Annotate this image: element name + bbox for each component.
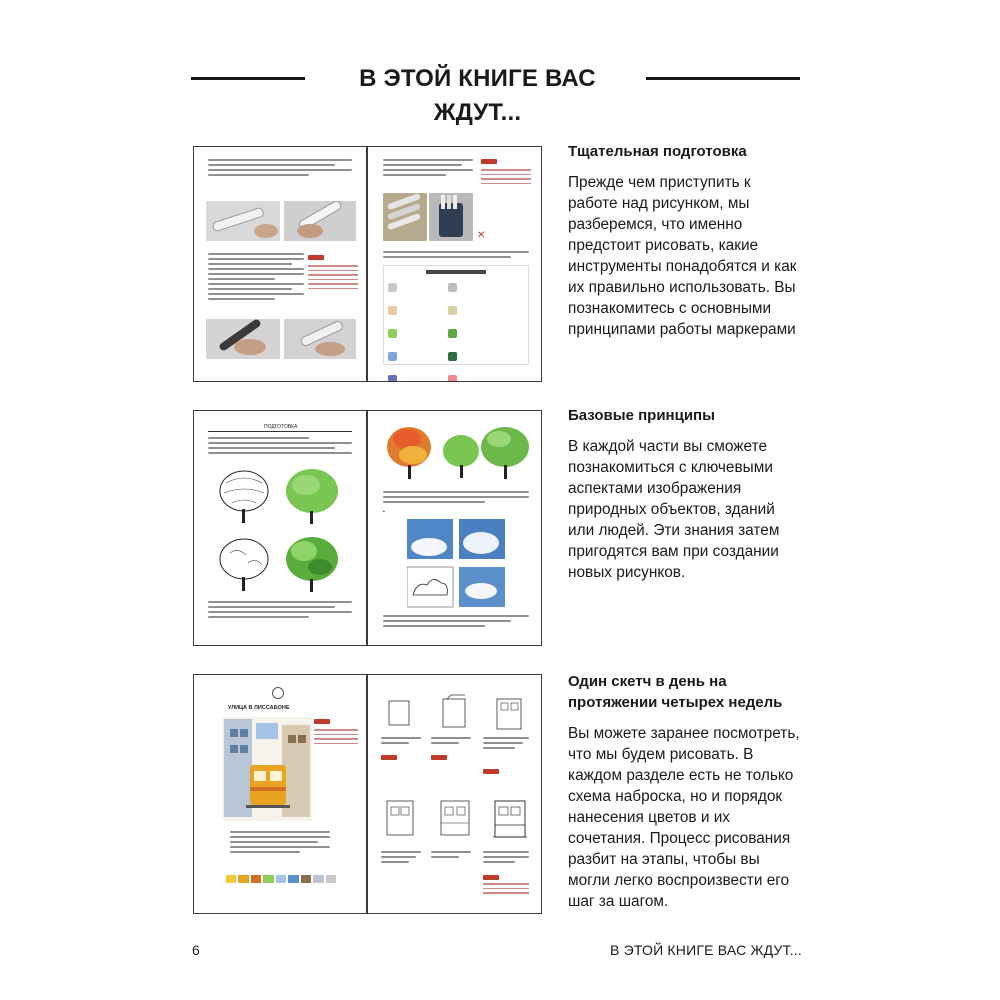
tree-illustrations	[379, 423, 535, 483]
spread-1-right-page	[369, 147, 541, 381]
paragraph-lines	[208, 159, 352, 179]
note-tag	[381, 755, 397, 760]
section-body: Прежде чем приступить к работе над рисунком, мы разберемся, что именно предстоит рисовать, какие инструменты понадобятся и как их правильно использовать. Вы познакомитесь с основными принципами работы маркерами	[568, 174, 797, 338]
step-text	[431, 737, 471, 747]
paragraph-lines	[230, 831, 330, 856]
spread-3-right-page	[369, 675, 541, 913]
spread-gutter	[366, 411, 368, 645]
divider	[208, 431, 352, 432]
running-title: В ЭТОЙ КНИГЕ ВАС ЖДУТ...	[609, 942, 802, 958]
page-number: 6	[192, 942, 200, 958]
subsection-label: ▪	[383, 509, 385, 515]
section-body: В каждой части вы сможете познакомиться с ключевыми аспектами изображения природных объектов, зданий или людей. Эти знания затем пригодятся вам при создании новых рисунков.	[568, 438, 780, 581]
step-text	[483, 851, 529, 866]
section-heading: Тщательная подготовка	[568, 143, 747, 160]
paragraph-lines	[208, 437, 352, 457]
spread-2-right-page	[369, 411, 541, 645]
spread-gutter	[366, 675, 368, 913]
paragraph-lines	[383, 491, 529, 506]
header-rule-left	[191, 77, 305, 80]
color-swatch-row	[226, 875, 336, 883]
chapter-title: УЛИЦА В ЛИССАБОНЕ	[228, 705, 290, 711]
cloud-drawing-steps	[407, 519, 507, 609]
paragraph-lines	[383, 159, 473, 179]
section-heading: Один скетч в день на протяжении четырех недель	[568, 673, 783, 711]
section-body: Вы можете заранее посмотреть, что мы будем рисовать. В каждом разделе есть не только схема наброска, но и порядок нанесения цветов и их сочетания. Процесс рисования разбит на этапы, чтобы вы могли легко воспроизвести его шаг за шагом.	[568, 725, 800, 910]
note-tag	[308, 255, 324, 260]
step-text	[431, 851, 471, 861]
page-header	[191, 62, 800, 126]
step-text	[381, 851, 421, 866]
step-text	[381, 737, 421, 747]
color-palette-table	[383, 265, 529, 365]
spread-3-left-page	[194, 675, 366, 913]
marker-photo	[284, 319, 356, 359]
marker-photo	[284, 201, 356, 241]
spread-1-left-page	[194, 147, 366, 381]
note-lines	[483, 883, 529, 897]
spread-2-left-page	[194, 411, 366, 645]
paragraph-lines	[383, 251, 529, 261]
header-rule-right	[646, 77, 800, 80]
paragraph-lines	[208, 253, 304, 303]
note-tag	[483, 769, 499, 774]
spread-preparation	[193, 146, 542, 382]
note-lines	[481, 169, 531, 187]
spread-daily-sketch	[193, 674, 542, 914]
paragraph-lines	[208, 601, 352, 621]
note-tag	[431, 755, 447, 760]
section-basics	[568, 405, 803, 583]
note-lines	[314, 729, 358, 747]
cross-icon: ✕	[477, 230, 486, 241]
note-lines	[308, 265, 358, 292]
section-heading: Базовые принципы	[568, 407, 715, 424]
marker-photo	[206, 201, 280, 241]
tree-drawing-steps	[208, 463, 352, 593]
lisbon-tram-illustration	[222, 717, 312, 821]
page-title: В ЭТОЙ КНИГЕ ВАС ЖДУТ...	[359, 65, 596, 126]
note-tag	[483, 875, 499, 880]
step-text	[483, 737, 529, 752]
note-tag	[314, 719, 330, 724]
day-badge	[272, 687, 284, 699]
spread-gutter	[366, 147, 368, 381]
tram-sketch-steps	[381, 795, 531, 847]
marker-photo	[206, 319, 280, 359]
note-tag	[481, 159, 497, 164]
section-preparation	[568, 141, 803, 340]
section-daily-sketch	[568, 671, 803, 912]
markers-in-cup-photo	[383, 193, 427, 241]
spread-basics	[193, 410, 542, 646]
section-label: ПОДГОТОВКА	[264, 424, 298, 430]
paragraph-lines	[383, 615, 529, 630]
markers-in-cup-photo	[429, 193, 473, 241]
